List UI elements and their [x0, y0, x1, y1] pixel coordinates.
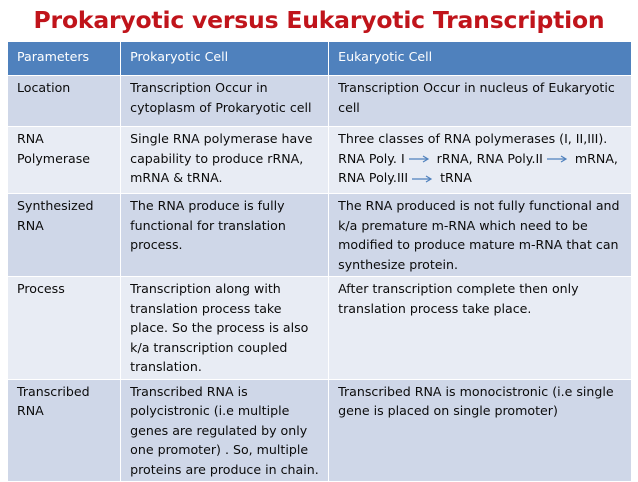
param-cell: Location — [8, 76, 121, 127]
eukaryotic-cell: The RNA produced is not fully functional and k/a premature m-RNA which need to be modified to produce mature m-RNA that can synthesize protein. — [329, 194, 632, 277]
slide-title: Prokaryotic versus Eukaryotic Transcription — [33, 6, 605, 34]
table-header-row — [8, 42, 632, 76]
right-arrow-icon — [409, 155, 431, 163]
param-cell: RNA Polymerase — [8, 127, 121, 194]
prokaryotic-cell: Transcription Occur in cytoplasm of Prokaryotic cell — [121, 76, 329, 127]
header-eukaryotic: Eukaryotic Cell — [329, 42, 632, 76]
eukaryotic-text-3: mRNA, RNA Poly.III — [338, 150, 618, 185]
eukaryotic-cell: After transcription complete then only translation process take place. — [329, 277, 632, 380]
table-row — [8, 76, 632, 127]
prokaryotic-cell: Single RNA polymerase have capability to produce rRNA, mRNA & tRNA. — [121, 127, 329, 194]
eukaryotic-cell: Transcription Occur in nucleus of Eukaryotic cell — [329, 76, 632, 127]
header-parameters: Parameters — [8, 42, 121, 76]
table-row — [8, 277, 632, 380]
right-arrow-icon — [412, 175, 434, 183]
right-arrow-icon — [547, 155, 569, 163]
prokaryotic-cell: Transcribed RNA is polycistronic (i.e multiple genes are regulated by only one promoter) . So, multiple proteins are produce in chain. — [121, 379, 329, 482]
table-row — [8, 127, 632, 194]
table-row — [8, 379, 632, 482]
eukaryotic-text-4: tRNA — [440, 170, 472, 185]
prokaryotic-cell: The RNA produce is fully functional for translation process. — [121, 194, 329, 277]
eukaryotic-text-1: Three classes of RNA polymerases (I, II,III). RNA Poly. I — [338, 131, 608, 166]
param-cell: Process — [8, 277, 121, 380]
eukaryotic-text-2: rRNA, RNA Poly.II — [436, 150, 543, 166]
param-cell: Synthesized RNA — [8, 194, 121, 277]
eukaryotic-cell: Transcribed RNA is monocistronic (i.e single gene is placed on single promoter) — [329, 379, 632, 482]
prokaryotic-cell: Transcription along with translation process take place. So the process is also k/a transcription coupled translation. — [121, 277, 329, 380]
table-row — [8, 194, 632, 277]
comparison-table — [7, 41, 632, 482]
header-prokaryotic: Prokaryotic Cell — [121, 42, 329, 76]
param-cell: Transcribed RNA — [8, 379, 121, 482]
eukaryotic-cell — [329, 127, 632, 194]
